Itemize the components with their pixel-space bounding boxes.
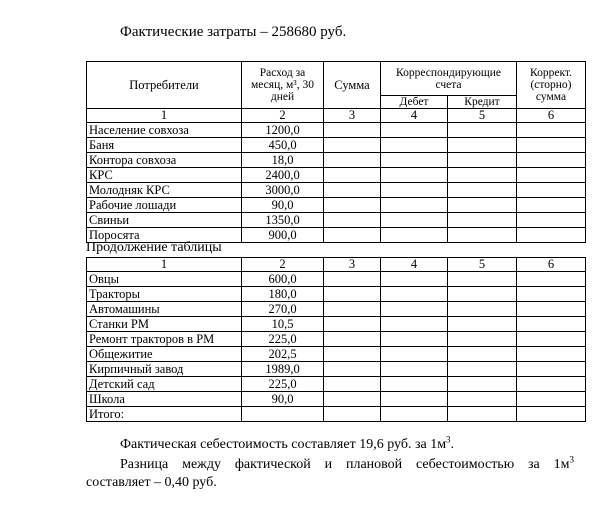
consumer-name: КРС <box>87 168 242 183</box>
empty-cell <box>517 317 586 332</box>
empty-cell <box>448 123 517 138</box>
empty-cell <box>517 302 586 317</box>
table-row <box>87 213 586 228</box>
empty-cell <box>381 228 448 243</box>
empty-cell <box>517 332 586 347</box>
empty-cell <box>381 287 448 302</box>
column-number: 6 <box>517 109 586 123</box>
header-consumption: Расход за месяц, м³, 30 дней <box>242 62 324 109</box>
consumer-name: Рабочие лошади <box>87 198 242 213</box>
empty-cell <box>448 377 517 392</box>
empty-cell <box>381 168 448 183</box>
actual-cost-end: . <box>450 437 455 452</box>
consumption-value: 90,0 <box>242 198 324 213</box>
empty-cell <box>517 153 586 168</box>
consumer-name: Кирпичный завод <box>87 362 242 377</box>
empty-cell <box>381 138 448 153</box>
empty-cell <box>517 347 586 362</box>
consumption-value: 90,0 <box>242 392 324 407</box>
actual-cost-text: Фактическая себестоимость составляет 19,6 руб. за 1м <box>120 437 447 452</box>
consumer-name: Школа <box>87 392 242 407</box>
empty-cell <box>324 362 381 377</box>
empty-cell <box>324 332 381 347</box>
table-row <box>87 392 586 407</box>
empty-cell <box>448 407 517 422</box>
header-corr-accounts: Корреспондирующие счета <box>381 62 517 96</box>
table-row <box>87 138 586 153</box>
continuation-label: Продолжение таблицы <box>86 240 222 255</box>
difference-paragraph <box>120 456 574 474</box>
empty-cell <box>517 377 586 392</box>
empty-cell <box>448 347 517 362</box>
empty-cell <box>324 168 381 183</box>
empty-cell <box>517 138 586 153</box>
word: 1м <box>553 457 570 472</box>
empty-cell <box>324 347 381 362</box>
column-number: 4 <box>381 109 448 123</box>
empty-cell <box>517 362 586 377</box>
cubic-superscript: 3 <box>446 434 451 445</box>
empty-cell <box>448 392 517 407</box>
empty-cell <box>381 183 448 198</box>
empty-cell <box>324 228 381 243</box>
empty-cell <box>448 138 517 153</box>
column-numbers-row <box>87 258 586 272</box>
word: Разница <box>120 457 169 472</box>
table-row <box>87 183 586 198</box>
table-row <box>87 272 586 287</box>
consumption-value: 1200,0 <box>242 123 324 138</box>
table-row <box>87 377 586 392</box>
empty-cell <box>324 317 381 332</box>
empty-cell <box>448 362 517 377</box>
consumption-value: 1350,0 <box>242 213 324 228</box>
consumer-name: Молодняк КРС <box>87 183 242 198</box>
column-number: 4 <box>381 258 448 272</box>
table-row <box>87 168 586 183</box>
consumer-name: Автомашины <box>87 302 242 317</box>
consumer-name: Ремонт тракторов в РМ <box>87 332 242 347</box>
empty-cell <box>448 198 517 213</box>
empty-cell <box>324 377 381 392</box>
table-row <box>87 407 586 422</box>
empty-cell <box>381 377 448 392</box>
empty-cell <box>448 302 517 317</box>
empty-cell <box>517 407 586 422</box>
consumer-name: Итого: <box>87 407 242 422</box>
empty-cell <box>381 317 448 332</box>
column-number: 6 <box>517 258 586 272</box>
word-with-superscript <box>554 456 574 474</box>
word: за <box>528 457 540 472</box>
word: себестоимостью <box>416 457 515 472</box>
table-row <box>87 302 586 317</box>
empty-cell <box>448 183 517 198</box>
consumption-value: 2400,0 <box>242 168 324 183</box>
header-consumers: Потребители <box>87 62 242 109</box>
table-row <box>87 317 586 332</box>
empty-cell <box>517 272 586 287</box>
empty-cell <box>381 362 448 377</box>
empty-cell <box>448 153 517 168</box>
empty-cell <box>381 198 448 213</box>
heading: Фактические затраты – 258680 руб. <box>120 24 347 40</box>
consumer-name: Общежитие <box>87 347 242 362</box>
table-row <box>87 198 586 213</box>
empty-cell <box>517 287 586 302</box>
empty-cell <box>381 407 448 422</box>
word: плановой <box>345 457 403 472</box>
actual-cost-paragraph <box>120 436 454 454</box>
word: фактической <box>234 457 311 472</box>
empty-cell <box>381 332 448 347</box>
header-sum: Сумма <box>324 62 381 109</box>
consumption-value: 10,5 <box>242 317 324 332</box>
header-correction: Коррект. (сторно) сумма <box>517 62 586 109</box>
column-number: 1 <box>87 109 242 123</box>
empty-cell <box>517 228 586 243</box>
consumption-value: 3000,0 <box>242 183 324 198</box>
table-row <box>87 332 586 347</box>
empty-cell <box>381 302 448 317</box>
header-credit: Кредит <box>448 96 517 109</box>
empty-cell <box>448 287 517 302</box>
empty-cell <box>448 168 517 183</box>
word: между <box>182 457 221 472</box>
cubic-superscript: 3 <box>569 454 574 465</box>
table-row <box>87 362 586 377</box>
consumption-value: 600,0 <box>242 272 324 287</box>
empty-cell <box>381 153 448 168</box>
difference-paragraph-end: составляет – 0,40 руб. <box>86 475 217 490</box>
consumer-name: Овцы <box>87 272 242 287</box>
empty-cell <box>448 213 517 228</box>
consumer-name: Тракторы <box>87 287 242 302</box>
consumption-value: 202,5 <box>242 347 324 362</box>
empty-cell <box>324 302 381 317</box>
consumer-name: Детский сад <box>87 377 242 392</box>
table-row <box>87 123 586 138</box>
consumer-name: Баня <box>87 138 242 153</box>
consumer-name: Станки РМ <box>87 317 242 332</box>
column-number: 3 <box>324 258 381 272</box>
word: и <box>324 457 333 472</box>
empty-cell <box>517 168 586 183</box>
consumption-value: 18,0 <box>242 153 324 168</box>
consumption-value: 1989,0 <box>242 362 324 377</box>
consumption-value: 270,0 <box>242 302 324 317</box>
empty-cell <box>381 123 448 138</box>
consumer-name: Поросята <box>87 228 242 243</box>
consumption-value: 225,0 <box>242 332 324 347</box>
empty-cell <box>324 153 381 168</box>
column-number: 2 <box>242 258 324 272</box>
empty-cell <box>324 183 381 198</box>
empty-cell <box>448 317 517 332</box>
table-row <box>87 153 586 168</box>
consumption-value: 900,0 <box>242 228 324 243</box>
empty-cell <box>324 287 381 302</box>
table-row <box>87 347 586 362</box>
consumption-value: 450,0 <box>242 138 324 153</box>
empty-cell <box>381 272 448 287</box>
consumption-table <box>86 61 586 243</box>
empty-cell <box>448 228 517 243</box>
empty-cell <box>517 183 586 198</box>
empty-cell <box>324 407 381 422</box>
empty-cell <box>517 213 586 228</box>
empty-cell <box>324 198 381 213</box>
consumption-value <box>242 407 324 422</box>
column-number: 2 <box>242 109 324 123</box>
consumer-name: Контора совхоза <box>87 153 242 168</box>
consumer-name: Население совхоза <box>87 123 242 138</box>
empty-cell <box>517 198 586 213</box>
empty-cell <box>381 213 448 228</box>
header-debit: Дебет <box>381 96 448 109</box>
column-number: 5 <box>448 258 517 272</box>
column-number: 3 <box>324 109 381 123</box>
empty-cell <box>324 123 381 138</box>
consumer-name: Свиньи <box>87 213 242 228</box>
consumption-table-continued <box>86 257 586 422</box>
empty-cell <box>381 347 448 362</box>
table-row <box>87 287 586 302</box>
column-number: 1 <box>87 258 242 272</box>
empty-cell <box>448 332 517 347</box>
empty-cell <box>324 392 381 407</box>
consumption-value: 225,0 <box>242 377 324 392</box>
empty-cell <box>324 213 381 228</box>
empty-cell <box>381 392 448 407</box>
column-numbers-row <box>87 109 586 123</box>
empty-cell <box>448 272 517 287</box>
empty-cell <box>517 392 586 407</box>
column-number: 5 <box>448 109 517 123</box>
empty-cell <box>517 123 586 138</box>
empty-cell <box>324 138 381 153</box>
consumption-value: 180,0 <box>242 287 324 302</box>
empty-cell <box>324 272 381 287</box>
